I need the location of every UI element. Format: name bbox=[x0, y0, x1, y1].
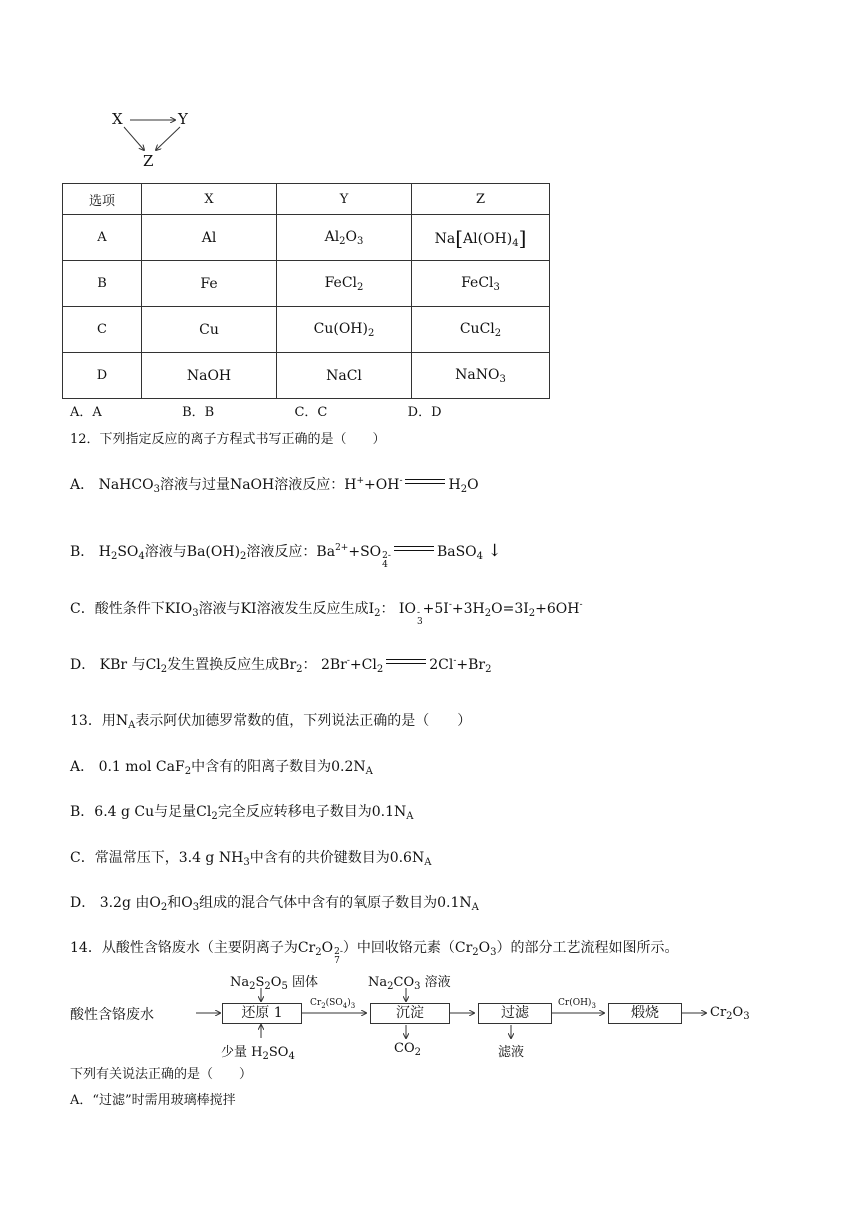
flow-product: $Cr_2O_3$ bbox=[710, 1005, 750, 1022]
equals-sign bbox=[386, 658, 426, 666]
flow-input-carbonate: $Na_2CO_3$ 溶液 bbox=[368, 975, 451, 992]
q13-option-a[interactable]: A． 0.1 mol CaF$_2$中含有的阳离子数目为$0.2N_A$ bbox=[70, 759, 373, 777]
q12-option-b[interactable]: B． $H_2SO_4$溶液与$Ba(OH)_2$溶液反应：$Ba^{2+}+SO$ 2- 4 BaSO$_4$ ↓ bbox=[70, 541, 502, 570]
header-option: 选项 bbox=[63, 184, 142, 215]
q14-option-a[interactable]: A．“过滤”时需用玻璃棒搅拌 bbox=[70, 1093, 236, 1108]
cell-option: C bbox=[63, 307, 142, 353]
q11-choice-d[interactable]: D．D bbox=[407, 405, 442, 420]
q13-option-b[interactable]: B．6.4 g Cu与足量$Cl_2$完全反应转移电子数目为$0.1N_A$ bbox=[70, 804, 414, 822]
cell-z: NaNO$_3$ bbox=[412, 353, 550, 399]
header-y: Y bbox=[277, 184, 412, 215]
q12-option-a[interactable]: A． NaHCO$_3$溶液与过量NaOH溶液反应：H++OH- $H_2O$ bbox=[70, 476, 479, 495]
flow-start: 酸性含铬废水 bbox=[70, 1007, 154, 1023]
q11-choices bbox=[70, 401, 442, 420]
table-row bbox=[63, 261, 550, 307]
cell-x: NaOH bbox=[142, 353, 277, 399]
table-row bbox=[63, 353, 550, 399]
header-x: X bbox=[142, 184, 277, 215]
flow-step-reduce: 还原 1 bbox=[222, 1003, 302, 1024]
cell-option: B bbox=[63, 261, 142, 307]
q11-choice-c[interactable]: C．C bbox=[294, 405, 328, 420]
options-table bbox=[62, 183, 550, 399]
q13-stem: 13．用$N_A$表示阿伏加德罗常数的值，下列说法正确的是（ ） bbox=[70, 713, 472, 731]
flow-step-calcine: 煅烧 bbox=[608, 1003, 682, 1024]
cell-z: $Na[Al(OH)_4]$ bbox=[412, 215, 550, 261]
cell-z: FeCl$_3$ bbox=[412, 261, 550, 307]
flow-label-croh3: $Cr(OH)_3$ bbox=[558, 998, 596, 1010]
q11-choice-a[interactable]: A．A bbox=[70, 405, 102, 420]
q13-option-c[interactable]: C．常温常压下，3.4 g $NH_3$中含有的共价键数目为$0.6N_A$ bbox=[70, 850, 432, 868]
node-x: X bbox=[112, 110, 123, 128]
triangle-diagram bbox=[108, 108, 198, 173]
flow-output-filtrate: 滤液 bbox=[498, 1045, 525, 1060]
table-row bbox=[63, 307, 550, 353]
flow-label-cr2so4: $Cr_2(SO_4)_3$ bbox=[310, 998, 356, 1010]
node-z: Z bbox=[143, 152, 154, 170]
q13-option-d[interactable]: D． 3.2g 由$O_2$和$O_3$组成的混合气体中含有的氧原子数目为$0.1N_A$ bbox=[70, 895, 479, 913]
q12-option-c[interactable]: C．酸性条件下$KIO_3$溶液与KI溶液发生反应生成$I_2$： IO - 3 $+5I^-+3H_2O=3I_2+6OH^-$ bbox=[70, 600, 583, 627]
cell-x: Al bbox=[142, 215, 277, 261]
flow-step-filter: 过滤 bbox=[478, 1003, 552, 1024]
cell-option: A bbox=[63, 215, 142, 261]
cell-x: Fe bbox=[142, 261, 277, 307]
cell-y: FeCl$_2$ bbox=[277, 261, 412, 307]
flow-input-acid: 少量 $H_2SO_4$ bbox=[221, 1045, 295, 1062]
q14-question: 下列有关说法正确的是（ ） bbox=[70, 1067, 253, 1082]
cell-x: Cu bbox=[142, 307, 277, 353]
q12-stem: 12．下列指定反应的离子方程式书写正确的是（ ） bbox=[70, 432, 386, 447]
cell-y: NaCl bbox=[277, 353, 412, 399]
flow-step-precipitate: 沉淀 bbox=[370, 1003, 450, 1024]
cell-option: D bbox=[63, 353, 142, 399]
table-header-row bbox=[63, 184, 550, 215]
header-z: Z bbox=[412, 184, 550, 215]
cell-y: $Al_2O_3$ bbox=[277, 215, 412, 261]
cell-z: CuCl$_2$ bbox=[412, 307, 550, 353]
equals-sign bbox=[405, 478, 445, 486]
q14-stem: 14．从酸性含铬废水（主要阴离子为$Cr_2O$ 2- 7 ）中回收铬元素$(Cr_2O_3)$的部分工艺流程如图所示。 bbox=[70, 940, 679, 966]
q11-choice-b[interactable]: B．B bbox=[182, 405, 215, 420]
cell-y: $Cu(OH)_2$ bbox=[277, 307, 412, 353]
table-row bbox=[63, 215, 550, 261]
equals-sign bbox=[394, 545, 434, 553]
flow-input-reducer: $Na_2S_2O_5$ 固体 bbox=[230, 975, 318, 992]
flow-output-co2: $CO_2$ bbox=[394, 1041, 421, 1058]
node-y: Y bbox=[178, 110, 188, 128]
q12-option-d[interactable]: D． KBr 与$Cl_2$发生置换反应生成$Br_2$： $2Br^-+Cl_2$ $2Cl^-+Br_2$ bbox=[70, 656, 492, 675]
process-flow-diagram bbox=[70, 968, 770, 1060]
